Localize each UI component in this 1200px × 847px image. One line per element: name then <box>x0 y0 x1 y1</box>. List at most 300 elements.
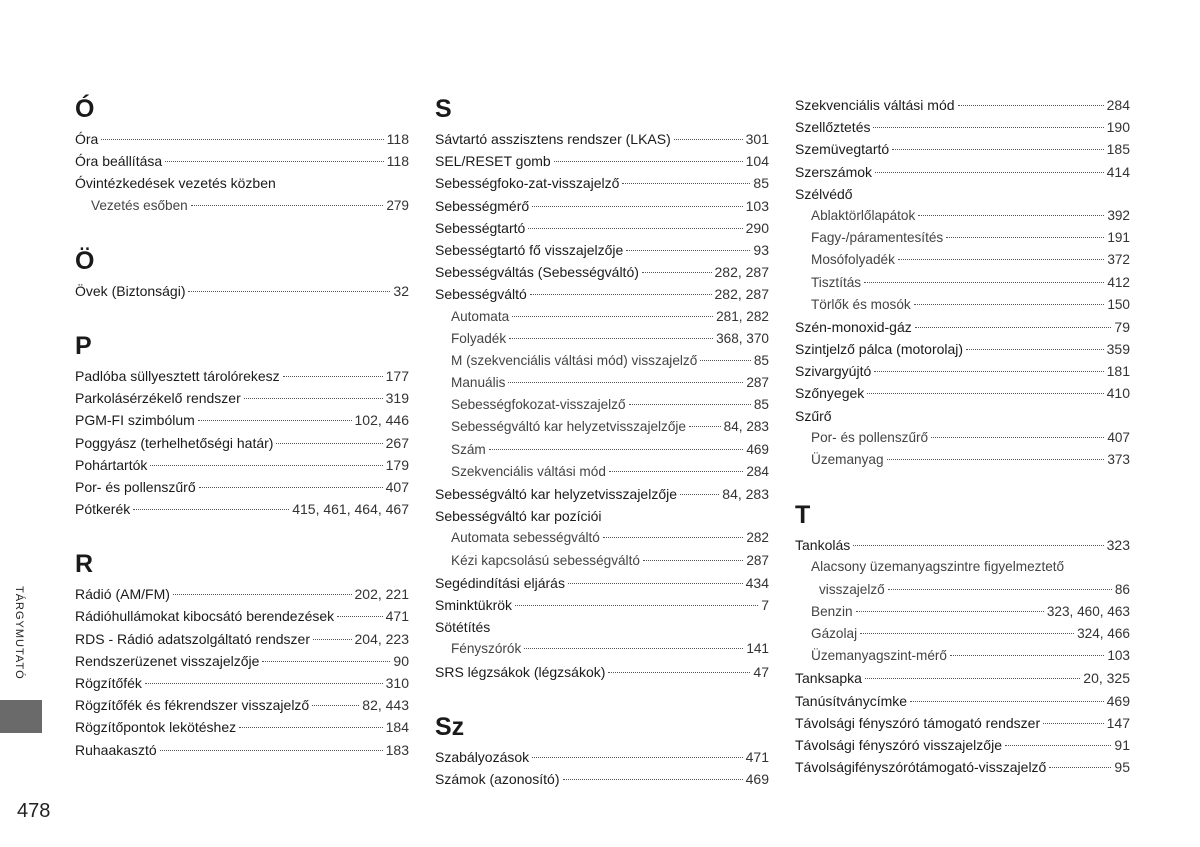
index-entry <box>795 756 1130 778</box>
entry-term: Sebességmérő <box>435 197 530 214</box>
entry-term: Sminktükrök <box>435 596 513 613</box>
entry-page-numbers: 202, 221 <box>354 586 409 603</box>
entry-page-numbers: 185 <box>1106 141 1130 158</box>
dot-leader <box>674 139 743 140</box>
section-letter-heading: T <box>795 501 811 530</box>
entry-term: Szabályozások <box>435 748 530 765</box>
entry-term: Távolsági fényszóró visszajelzője <box>795 736 1002 753</box>
entry-page-numbers: 301 <box>745 131 769 147</box>
index-subentry <box>435 527 769 549</box>
entry-page-numbers: 191 <box>1107 230 1130 246</box>
index-entry <box>75 387 409 409</box>
entry-page-numbers: 282, 287 <box>714 264 769 281</box>
dot-leader <box>887 459 1105 460</box>
dot-leader <box>276 443 382 444</box>
index-entry <box>795 116 1130 138</box>
entry-page-numbers: 323 <box>1106 537 1130 554</box>
entry-page-numbers: 471 <box>385 608 409 625</box>
dot-leader <box>950 655 1104 656</box>
section-side-label: TÁRGYMUTATÓ <box>13 586 25 680</box>
entry-term: Alacsony üzemanyagszintre figyelmeztető <box>811 559 1065 575</box>
index-entry <box>435 616 769 638</box>
index-entry <box>75 432 409 454</box>
entry-page-numbers: 177 <box>385 367 409 384</box>
entry-term: Poggyász (terhelhetőségi határ) <box>75 434 274 451</box>
entry-term: Ablaktörlőlapátok <box>811 207 916 223</box>
dot-leader <box>199 487 383 488</box>
entry-page-numbers: 414 <box>1106 163 1130 180</box>
entry-term: Üzemanyag <box>811 452 884 467</box>
index-entry <box>435 217 769 239</box>
entry-page-numbers: 410 <box>1106 385 1130 402</box>
entry-page-numbers: 190 <box>1106 119 1130 136</box>
entry-page-numbers: 282, 287 <box>714 286 769 303</box>
index-entry <box>435 239 769 261</box>
entry-term: Rögzítőpontok lekötéshez <box>75 719 237 736</box>
dot-leader <box>867 393 1103 394</box>
entry-page-numbers: 84, 283 <box>723 419 769 435</box>
entry-page-numbers: 287 <box>746 375 769 391</box>
dot-leader <box>860 633 1074 634</box>
entry-page-numbers: 282 <box>746 530 769 546</box>
entry-page-numbers: 319 <box>385 390 409 407</box>
entry-page-numbers: 85 <box>753 352 769 368</box>
dot-leader <box>508 382 743 383</box>
index-entry <box>75 672 409 694</box>
entry-page-numbers: 95 <box>1114 759 1130 776</box>
dot-leader <box>642 272 712 273</box>
index-entry <box>75 150 409 172</box>
index-entry <box>795 690 1130 712</box>
index-subentry <box>795 427 1130 449</box>
index-subentry <box>795 645 1130 667</box>
dot-leader <box>875 172 1104 173</box>
entry-term: SEL/RESET gomb <box>435 153 551 170</box>
entry-term: Sebességváltó kar pozíciói <box>435 508 602 525</box>
entry-page-numbers: 281, 282 <box>716 308 769 324</box>
index-entry <box>435 572 769 594</box>
entry-page-numbers: 284 <box>1106 97 1130 113</box>
entry-page-numbers: 184 <box>385 719 409 736</box>
entry-term: Fagy-/páramentesítés <box>811 230 944 246</box>
entry-term: Automata <box>451 308 510 324</box>
index-entry <box>75 172 409 194</box>
entry-page-numbers: 204, 223 <box>354 630 409 647</box>
entry-term: Szőnyegek <box>795 385 865 402</box>
index-subentry <box>795 272 1130 294</box>
index-subentry <box>795 579 1130 601</box>
dot-leader <box>312 705 359 706</box>
index-subentry <box>435 461 769 483</box>
entry-term: M (szekvenciális váltási mód) visszajelző <box>451 352 698 368</box>
index-subentry <box>435 306 769 328</box>
dot-leader <box>512 316 713 317</box>
dot-leader <box>918 215 1104 216</box>
entry-page-numbers: 407 <box>1107 429 1130 445</box>
entry-term: Rádió (AM/FM) <box>75 586 170 603</box>
dot-leader <box>626 250 750 251</box>
entry-term: visszajelző <box>819 581 885 597</box>
dot-leader <box>145 683 383 684</box>
entry-page-numbers: 47 <box>753 663 769 680</box>
dot-leader <box>643 560 743 561</box>
entry-term: Tanúsítványcímke <box>795 692 908 709</box>
dot-leader <box>173 594 352 595</box>
entry-term: Tisztítás <box>811 274 862 290</box>
entry-term: Óra beállítása <box>75 153 163 170</box>
entry-term: Mosófolyadék <box>811 252 895 268</box>
dot-leader <box>528 228 742 229</box>
entry-term: Távolságifényszórótámogató-visszajelző <box>795 759 1047 776</box>
index-section <box>435 710 769 790</box>
entry-page-numbers: 469 <box>745 770 769 787</box>
entry-term: Benzin <box>811 603 853 619</box>
entry-page-numbers: 183 <box>385 741 409 758</box>
index-section <box>75 92 409 217</box>
index-entry <box>435 746 769 768</box>
entry-term: Tanksapka <box>795 670 862 687</box>
index-entry <box>435 283 769 305</box>
section-letter-heading: R <box>75 550 94 579</box>
entry-page-numbers: 434 <box>745 574 769 591</box>
entry-term: Szén-monoxid-gáz <box>795 318 912 335</box>
entry-term: Rádióhullámokat kibocsátó berendezések <box>75 608 335 625</box>
index-entry <box>795 183 1130 205</box>
index-column-1 <box>75 92 409 761</box>
index-entry <box>75 128 409 150</box>
index-entry <box>795 316 1130 338</box>
dot-leader <box>873 127 1103 128</box>
page-number: 478 <box>17 800 51 822</box>
section-letter-heading: Ö <box>75 246 95 275</box>
entry-term: Kézi kapcsolású sebességváltó <box>451 552 640 568</box>
dot-leader <box>568 583 743 584</box>
index-entry <box>75 454 409 476</box>
index-subentry <box>795 601 1130 623</box>
entry-page-numbers: 102, 446 <box>354 412 409 429</box>
dot-leader <box>337 616 382 617</box>
dot-leader <box>532 206 742 207</box>
entry-page-numbers: 372 <box>1107 252 1130 268</box>
entry-page-numbers: 179 <box>385 456 409 473</box>
dot-leader <box>524 648 743 649</box>
dot-leader <box>874 371 1103 372</box>
dot-leader <box>283 376 383 377</box>
dot-leader <box>853 545 1103 546</box>
dot-leader <box>509 338 713 339</box>
dot-leader <box>892 149 1103 150</box>
index-entry <box>435 768 769 790</box>
index-entry <box>435 195 769 217</box>
index-subentry <box>435 350 769 372</box>
entry-page-numbers: 91 <box>1114 736 1130 753</box>
dot-leader <box>910 701 1104 702</box>
entry-term: Sebességfoko-zat-visszajelző <box>435 175 620 192</box>
index-entry <box>795 712 1130 734</box>
entry-term: Vezetés esőben <box>91 197 188 213</box>
index-entry <box>795 405 1130 427</box>
dot-leader <box>864 282 1104 283</box>
index-entry <box>435 483 769 505</box>
entry-term: Por- és pollenszűrő <box>75 478 196 495</box>
entry-page-numbers: 85 <box>753 397 769 413</box>
dot-leader <box>554 161 743 162</box>
dot-leader <box>515 605 758 606</box>
entry-term: Sebességváltó kar helyzetvisszajelzője <box>451 419 686 435</box>
entry-term: Sebességtartó fő visszajelzője <box>435 241 624 258</box>
index-entry <box>435 505 769 527</box>
entry-term: Ruhaakasztó <box>75 741 157 758</box>
dot-leader <box>700 360 751 361</box>
entry-term: Fényszórók <box>451 641 522 657</box>
index-section <box>75 244 409 302</box>
entry-term: Szűrő <box>795 407 832 424</box>
index-subentry <box>795 623 1130 645</box>
dot-leader <box>609 471 743 472</box>
entry-term: Automata sebességváltó <box>451 530 600 546</box>
entry-term: Szám <box>451 441 486 457</box>
dot-leader <box>608 672 750 673</box>
index-entry <box>75 694 409 716</box>
dot-leader <box>629 404 751 405</box>
dot-leader <box>101 139 383 140</box>
entry-page-numbers: 415, 461, 464, 467 <box>292 501 409 518</box>
entry-term: Sebességváltó <box>435 286 527 303</box>
entry-term: Sötétítés <box>435 619 491 636</box>
entry-term: Szintjelző pálca (motorolaj) <box>795 341 964 358</box>
dot-leader <box>689 426 721 427</box>
index-subentry <box>435 416 769 438</box>
index-entry <box>795 161 1130 183</box>
index-subentry <box>435 439 769 461</box>
entry-page-numbers: 181 <box>1106 363 1130 380</box>
dot-leader <box>946 237 1104 238</box>
entry-page-numbers: 469 <box>1106 692 1130 709</box>
entry-term: Tankolás <box>795 537 851 554</box>
index-section <box>75 547 409 761</box>
index-column-2 <box>435 92 769 790</box>
index-entry <box>435 261 769 283</box>
index-entry <box>75 409 409 431</box>
index-subentry <box>795 227 1130 249</box>
dot-leader <box>680 494 719 495</box>
index-entry <box>75 739 409 761</box>
entry-page-numbers: 323, 460, 463 <box>1046 603 1130 619</box>
index-entry <box>795 382 1130 404</box>
dot-leader <box>865 678 1080 679</box>
dot-leader <box>966 349 1104 350</box>
entry-page-numbers: 82, 443 <box>362 697 409 714</box>
dot-leader <box>313 639 351 640</box>
index-entry <box>435 172 769 194</box>
index-entry <box>75 498 409 520</box>
entry-page-numbers: 392 <box>1107 207 1130 223</box>
entry-term: Rögzítőfék <box>75 675 142 691</box>
index-entry <box>75 476 409 498</box>
section-tab-marker <box>0 700 42 733</box>
dot-leader <box>958 105 1104 106</box>
entry-term: Sebességváltó kar helyzetvisszajelzője <box>435 486 678 502</box>
index-section <box>795 498 1130 778</box>
entry-page-numbers: 103 <box>745 197 769 214</box>
dot-leader <box>198 420 352 421</box>
dot-leader <box>530 294 712 295</box>
index-subentry <box>435 328 769 350</box>
entry-term: Szellőztetés <box>795 119 871 136</box>
section-letter-heading: Sz <box>435 712 465 741</box>
entry-term: Segédindítási eljárás <box>435 574 565 591</box>
dot-leader <box>191 205 384 206</box>
dot-leader <box>1049 767 1111 768</box>
index-section <box>75 329 409 520</box>
entry-term: Óvintézkedések vezetés közben <box>75 175 276 192</box>
index-entry <box>795 667 1130 689</box>
index-subentry <box>795 556 1130 578</box>
entry-page-numbers: 104 <box>745 153 769 170</box>
index-entry <box>795 94 1130 116</box>
entry-term: Sávtartó asszisztens rendszer (LKAS) <box>435 131 671 147</box>
dot-leader <box>856 611 1044 612</box>
entry-page-numbers: 284 <box>746 463 769 479</box>
entry-page-numbers: 469 <box>746 441 769 457</box>
entry-term: Óra <box>75 131 99 147</box>
index-subentry <box>435 638 769 660</box>
entry-page-numbers: 290 <box>745 219 769 236</box>
index-entry <box>795 534 1130 556</box>
entry-page-numbers: 267 <box>385 434 409 451</box>
entry-term: Rögzítőfék és fékrendszer visszajelző <box>75 697 310 714</box>
entry-term: Sebességfokozat-visszajelző <box>451 397 626 413</box>
dot-leader <box>160 750 383 751</box>
index-entry <box>75 650 409 672</box>
index-column-3 <box>795 92 1130 778</box>
dot-leader <box>603 537 743 538</box>
entry-page-numbers: 79 <box>1114 318 1130 335</box>
dot-leader <box>244 398 383 399</box>
dot-leader <box>915 327 1112 328</box>
entry-term: SRS légzsákok (légzsákok) <box>435 663 606 680</box>
index-entry <box>795 138 1130 160</box>
dot-leader <box>165 161 384 162</box>
entry-page-numbers: 85 <box>753 175 769 192</box>
entry-term: Törlők és mosók <box>811 296 911 312</box>
entry-term: Pohártartók <box>75 456 148 473</box>
index-entry <box>435 594 769 616</box>
entry-term: Sebességváltás (Sebességváltó) <box>435 264 639 281</box>
entry-page-numbers: 150 <box>1107 296 1130 312</box>
dot-leader <box>532 757 742 758</box>
index-entry <box>75 280 409 302</box>
index-entry <box>75 365 409 387</box>
entry-term: Övek (Biztonsági) <box>75 282 186 299</box>
index-entry <box>75 628 409 650</box>
index-entry <box>75 583 409 605</box>
entry-page-numbers: 287 <box>746 552 769 568</box>
index-entry <box>75 716 409 738</box>
entry-term: Szemüvegtartó <box>795 141 890 158</box>
entry-term: Padlóba süllyesztett tárolórekesz <box>75 367 280 384</box>
entry-page-numbers: 373 <box>1107 452 1130 467</box>
index-subentry <box>795 249 1130 271</box>
dot-leader <box>262 661 390 662</box>
dot-leader <box>898 259 1104 260</box>
entry-page-numbers: 324, 466 <box>1077 625 1130 641</box>
entry-term: Szivargyújtó <box>795 363 872 380</box>
dot-leader <box>931 437 1104 438</box>
entry-page-numbers: 147 <box>1106 714 1130 731</box>
entry-term: Szekvenciális váltási mód <box>451 463 606 479</box>
entry-page-numbers: 359 <box>1106 341 1130 358</box>
entry-term: Pótkerék <box>75 501 131 518</box>
index-entry <box>795 734 1130 756</box>
entry-page-numbers: 407 <box>385 478 409 495</box>
index-entry <box>435 150 769 172</box>
index-subentry <box>435 394 769 416</box>
entry-term: Folyadék <box>451 330 507 346</box>
entry-term: Rendszerüzenet visszajelzője <box>75 652 260 669</box>
dot-leader <box>489 449 744 450</box>
section-letter-heading: P <box>75 331 92 360</box>
index-subentry <box>435 550 769 572</box>
section-letter-heading: Ó <box>75 95 95 123</box>
entry-term: Számok (azonosító) <box>435 770 560 787</box>
dot-leader <box>1043 723 1104 724</box>
index-entry <box>795 360 1130 382</box>
index-subentry <box>795 205 1130 227</box>
entry-term: Szélvédő <box>795 185 853 202</box>
entry-page-numbers: 141 <box>746 641 769 657</box>
entry-term: Üzemanyagszint-mérő <box>811 648 947 664</box>
entry-page-numbers: 84, 283 <box>722 486 769 502</box>
entry-page-numbers: 279 <box>386 197 409 213</box>
entry-term: Manuális <box>451 375 506 391</box>
dot-leader <box>563 779 743 780</box>
entry-page-numbers: 118 <box>386 131 409 147</box>
index-subentry <box>435 372 769 394</box>
entry-page-numbers: 32 <box>393 282 409 299</box>
entry-page-numbers: 7 <box>761 596 769 613</box>
entry-page-numbers: 20, 325 <box>1083 670 1130 687</box>
entry-term: Távolsági fényszóró támogató rendszer <box>795 714 1041 731</box>
entry-term: Sebességtartó <box>435 219 526 236</box>
dot-leader <box>133 509 289 510</box>
dot-leader <box>188 291 390 292</box>
entry-term: Gázolaj <box>811 625 858 641</box>
index-section <box>795 94 1130 471</box>
entry-page-numbers: 103 <box>1107 648 1130 664</box>
entry-page-numbers: 86 <box>1114 581 1130 597</box>
index-subentry <box>795 294 1130 316</box>
section-letter-heading: S <box>435 95 452 123</box>
index-entry <box>75 605 409 627</box>
entry-page-numbers: 412 <box>1107 274 1130 290</box>
entry-page-numbers: 310 <box>385 675 409 691</box>
entry-term: Por- és pollenszűrő <box>811 429 929 445</box>
index-entry <box>435 128 769 150</box>
dot-leader <box>622 183 750 184</box>
index-subentry <box>75 195 409 217</box>
dot-leader <box>914 304 1105 305</box>
index-entry <box>795 338 1130 360</box>
entry-page-numbers: 93 <box>753 241 769 258</box>
entry-term: Szerszámok <box>795 163 873 180</box>
dot-leader <box>150 465 382 466</box>
index-subentry <box>795 449 1130 471</box>
dot-leader <box>239 727 383 728</box>
dot-leader <box>1005 745 1111 746</box>
entry-page-numbers: 90 <box>393 652 409 669</box>
dot-leader <box>888 589 1112 590</box>
